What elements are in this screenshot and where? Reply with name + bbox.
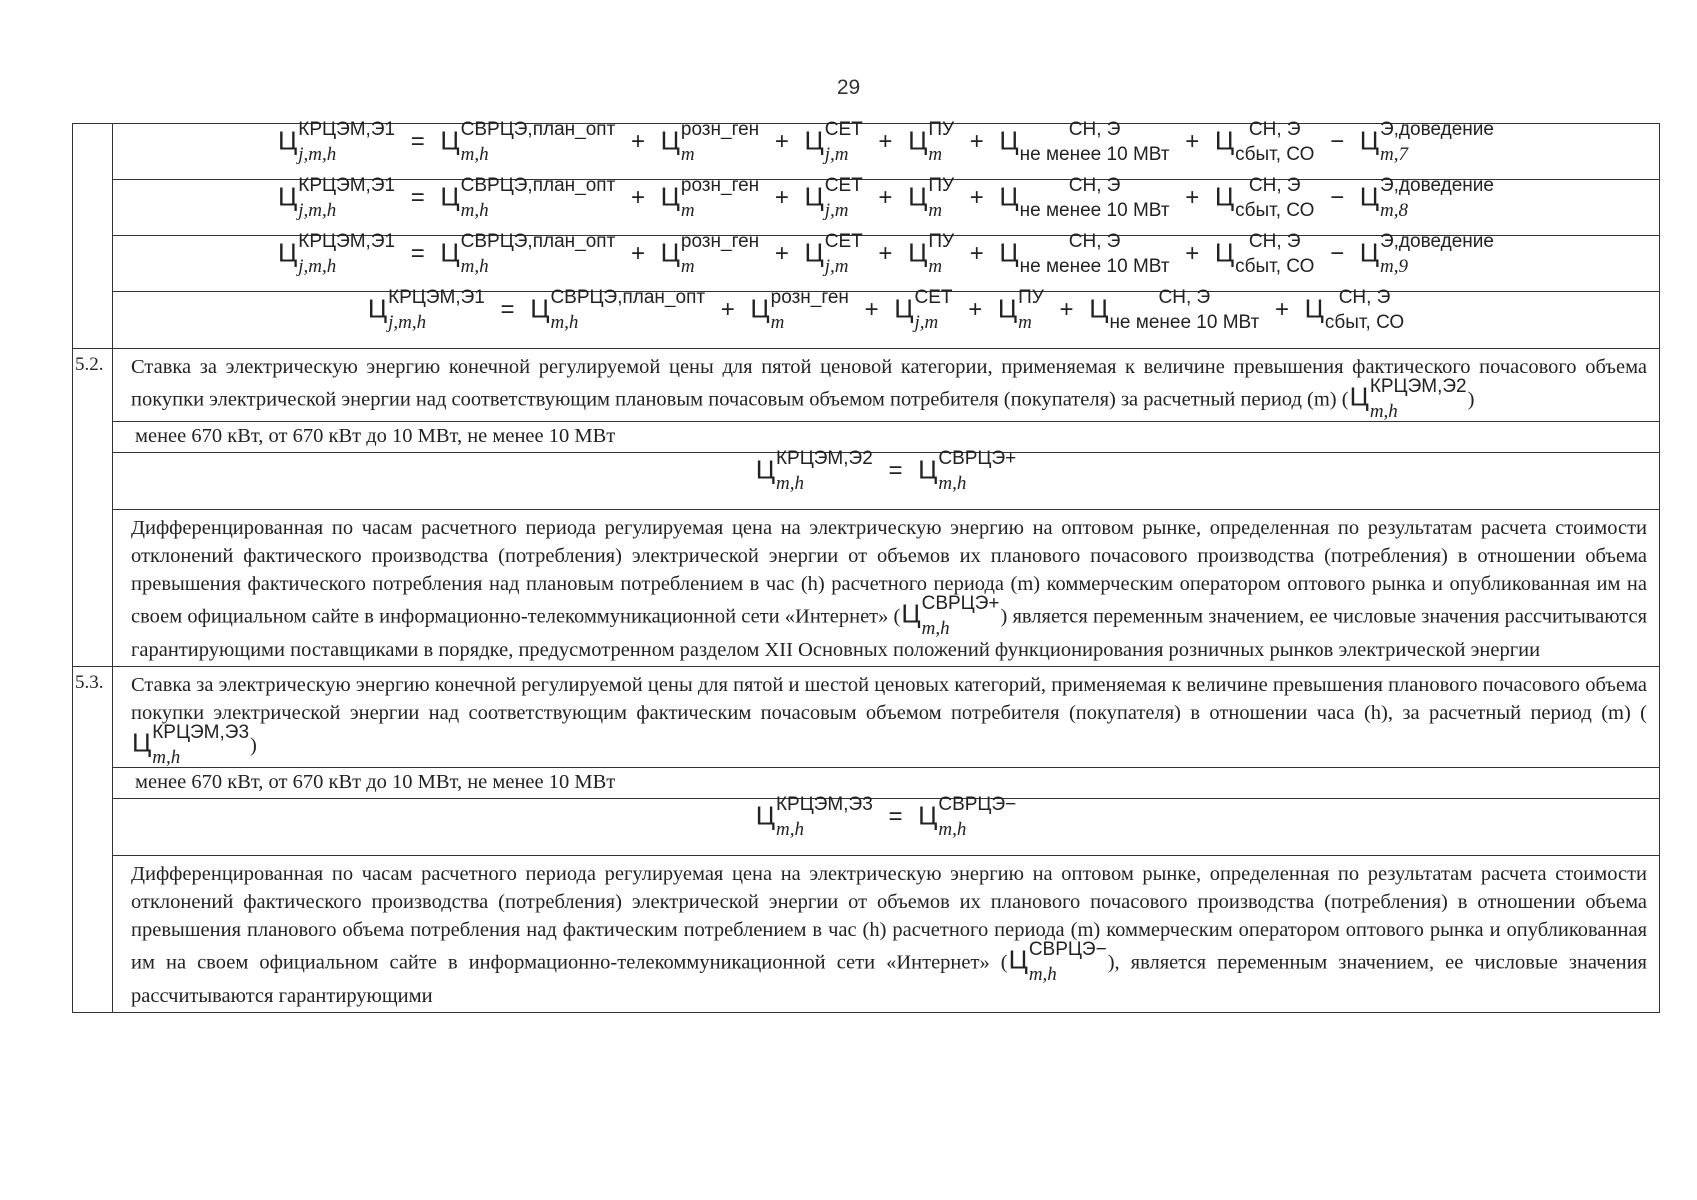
section-5-2-title: Ставка за электрическую энергию конечной регулируемой цены для пятой ценовой категории, применяемая к величине превышения фактического почасового объема покупки электрической энергии над соответствующим плановым почасовым объемом потребителя (покупателя) за расчетный период (m) (Ц КРЦЭМ,Э2 m,h ) <box>113 349 1660 422</box>
formula-e1-9: Ц КРЦЭМ,Э1 j,m,h = Ц СВРЦЭ,план_опт m,h + Ц розн_ген m + Ц СЕТ j,m + Ц ПУ m + Ц СН, Э не менее 10 МВт + Ц СН, Э сбыт, СО − Ц Э,доведение m,9 <box>113 236 1660 292</box>
section-5-3-title: Ставка за электрическую энергию конечной регулируемой цены для пятой и шестой ценовых категорий, применяемая к величине превышения планового почасового объема покупки электрической энергии над соответствующим фактическим почасовым объемом потребителя (покупателя) в отношении часа (h), за расчетный период (m) (Ц КРЦЭМ,Э3 m,h ) <box>113 667 1660 768</box>
section-5-3-title-row <box>73 667 1660 768</box>
formula-row-1 <box>73 124 1660 180</box>
section-5-2-description: Дифференцированная по часам расчетного периода регулируемая цена на электрическую энергию на оптовом рынке, определенная по результатам расчета стоимости отклонений фактического производства (потребления) электрической энергии от объемов их планового почасового производства (потребления) в отношении объема превышения фактического потребления над плановым потреблением в час (h) расчетного периода (m) коммерческим оператором оптового рынка и опубликованная им на своем официальном сайте в информационно-телекоммуникационной сети «Интернет» (Ц СВРЦЭ+ m,h ) является переменным значением, ее числовые значения рассчитываются гарантирующими поставщиками в порядке, предусмотренном разделом XII Основных положений функционирования розничных рынков электрической энергии <box>113 510 1660 667</box>
section-number: 5.2. <box>73 349 113 667</box>
formula-e1-base: Ц КРЦЭМ,Э1 j,m,h = Ц СВРЦЭ,план_опт m,h + Ц розн_ген m + Ц СЕТ j,m + Ц ПУ m + Ц СН, Э не менее 10 МВт + Ц СН, Э сбыт, СО <box>113 292 1660 349</box>
formula-row-2 <box>73 180 1660 236</box>
section-5-3-desc-row <box>73 856 1660 1013</box>
formula-e3: Ц КРЦЭМ,Э3 m,h = Ц СВРЦЭ− m,h <box>113 799 1660 856</box>
price-symbol: Ц КРЦЭМ,Э1 j,m,h <box>278 119 396 165</box>
formula-e1-7: Ц КРЦЭМ,Э1 j,m,h = Ц СВРЦЭ,план_опт m,h + Ц розн_ген m + Ц СЕТ j,m + Ц ПУ m + Ц СН, Э не менее 10 МВт + Ц СН, Э сбыт, СО − Ц Э,доведение m,7 <box>113 124 1660 180</box>
section-5-2-formula-row <box>73 453 1660 510</box>
section-5-3-formula-row <box>73 799 1660 856</box>
row-number-cell <box>73 124 113 349</box>
section-5-3-description: Дифференцированная по часам расчетного периода регулируемая цена на электрическую энергию на оптовом рынке, определенная по результатам расчета стоимости отклонений фактического производства (потребления) электрической энергии от объемов их планового почасового производства (потребления) в отношении объема превышения планового объема потребления над фактическим потреблением в час (h) расчетного периода (m) коммерческим оператором оптового рынка и опубликованная им на своем официальном сайте в информационно-телекоммуникационной сети «Интернет» (Ц СВРЦЭ− m,h ), является переменным значением, ее числовые значения рассчитываются гарантирующими <box>113 856 1660 1013</box>
section-number: 5.3. <box>73 667 113 1013</box>
formula-e2: Ц КРЦЭМ,Э2 m,h = Ц СВРЦЭ+ m,h <box>113 453 1660 510</box>
capacity-range: менее 670 кВт, от 670 кВт до 10 МВт, не менее 10 МВт <box>113 768 1660 799</box>
page-number: 29 <box>836 76 861 99</box>
section-5-2-title-row <box>73 349 1660 422</box>
section-5-2-desc-row <box>73 510 1660 667</box>
tariff-table <box>72 119 1660 1013</box>
formula-row-3 <box>73 236 1660 292</box>
formula-row-4 <box>73 292 1660 349</box>
capacity-range: менее 670 кВт, от 670 кВт до 10 МВт, не менее 10 МВт <box>113 422 1660 453</box>
formula-e1-8: Ц КРЦЭМ,Э1 j,m,h = Ц СВРЦЭ,план_опт m,h + Ц розн_ген m + Ц СЕТ j,m + Ц ПУ m + Ц СН, Э не менее 10 МВт + Ц СН, Э сбыт, СО − Ц Э,доведение m,8 <box>113 180 1660 236</box>
